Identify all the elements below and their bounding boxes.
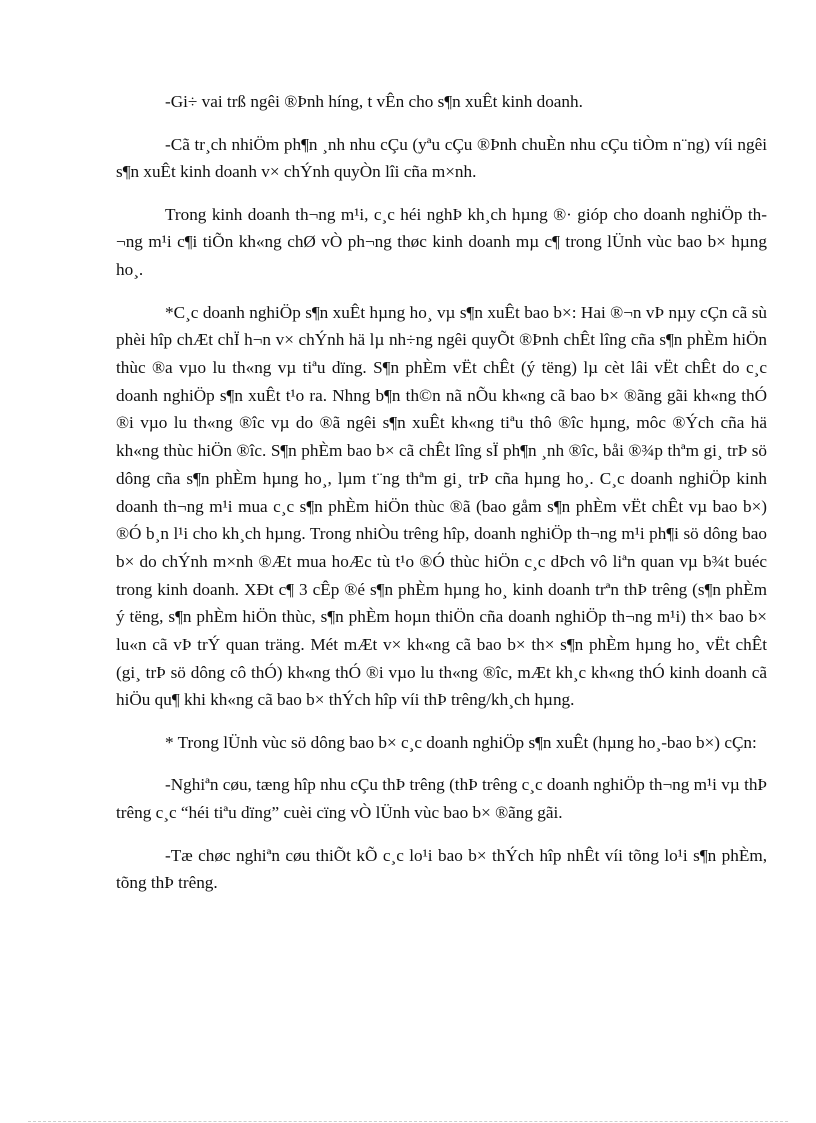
paragraph: Trong kinh doanh th¬ng m¹i, c¸c héi nghÞ kh¸ch hµng ®· gióp cho doanh nghiÖp th¬ng m¹i c¶i tiÕn kh«ng chØ vÒ ph¬ng thøc kinh doanh mµ c¶ trong lÜnh vùc bao b× hµng ho¸. bbox=[116, 204, 767, 280]
paragraph: -Gi÷ vai trß ngêi ®Þnh híng, t vÊn cho s¶n xuÊt kinh doanh. bbox=[165, 92, 583, 111]
paragraph: -Tæ chøc nghiªn cøu thiÕt kÕ c¸c lo¹i bao b× thÝch hîp nhÊt víi tõng lo¹i s¶n phÈm, tõng thÞ trêng. bbox=[116, 845, 767, 893]
document-body bbox=[116, 88, 767, 912]
paragraph: *C¸c doanh nghiÖp s¶n xuÊt hµng ho¸ vµ s¶n xuÊt bao b×: Hai ®¬n vÞ nµy cÇn cã sù phèi hîp chÆt chÏ h¬n v× chÝnh hä lµ nh÷ng ngêi quyÕt ®Þnh chÊt lîng cña s¶n phÈm hiÖn thùc ®a vµo lu th«ng vµ tiªu dïng. S¶n phÈm vËt chÊt (ý tëng) lµ cèt lâi vËt chÊt do c¸c doanh nghiÖp s¶n xuÊt t¹o ra. Nhng b¶n th©n nã nÕu kh«ng cã bao b× ®ãng gãi kh«ng thÓ ®i vµo lu th«ng ®îc vµ do ®ã ngêi s¶n xuÊt kh«ng tiªu thô ®îc hµng, môc ®Ých cña hä kh«ng thùc hiÖn ®îc. S¶n phÈm bao b× cã chÊt lîng sÏ ph¶n ¸nh ®îc, båi ®¾p thªm gi¸ trÞ sö dông cña s¶n phÈm hµng ho¸, lµm t¨ng thªm gi¸ trÞ cña hµng ho¸. C¸c doanh nghiÖp kinh doanh th¬ng m¹i mua c¸c s¶n phÈm hiÖn thùc ®ã (bao gåm s¶n phÈm vËt chÊt vµ bao b×) ®Ó b¸n l¹i cho kh¸ch hµng. Trong nhiÒu trêng hîp, doanh nghiÖp th¬ng m¹i ph¶i sö dông bao b× do chÝnh m×nh ®Æt mua hoÆc tù t¹o ®Ó thùc hiÖn c¸c dÞch vô liªn quan vµ b¾t buéc trong kinh doanh. XÐt c¶ 3 cÊp ®é s¶n phÈm hµng ho¸ kinh doanh trªn thÞ trêng (s¶n phÈm ý tëng, s¶n phÈm hiÖn thùc, s¶n phÈm hoµn thiÖn cña doanh nghiÖp th¬ng m¹i) th× bao b× lu«n cã vÞ trÝ quan träng. Mét mÆt v× kh«ng cã bao b× th× s¶n phÈm hµng ho¸ vËt chÊt (gi¸ trÞ sö dông cô thÓ) kh«ng thÓ ®i vµo lu th«ng ®îc, mÆt kh¸c kh«ng thÓ kinh doanh cã hiÖu qu¶ khi kh«ng cã bao b× thÝch hîp víi thÞ trêng/kh¸ch hµng. bbox=[116, 302, 767, 710]
paragraph: -Cã tr¸ch nhiÖm ph¶n ¸nh nhu cÇu (yªu cÇu ®Þnh chuÈn nhu cÇu tiÒm n¨ng) víi ngêi s¶n xuÊt kinh doanh v× chÝnh quyÒn lîi cña m×nh. bbox=[116, 134, 767, 182]
paragraph: * Trong lÜnh vùc sö dông bao b× c¸c doanh nghiÖp s¶n xuÊt (hµng ho¸-bao b×) cÇn: bbox=[165, 732, 757, 752]
paragraph: -Nghiªn cøu, tæng hîp nhu cÇu thÞ trêng (thÞ trêng c¸c doanh nghiÖp th¬ng m¹i vµ thÞ trêng c¸c “héi tiªu dïng” cuèi cïng vÒ lÜnh vùc bao b× ®ãng gãi. bbox=[116, 775, 767, 823]
page-bottom-rule bbox=[28, 1121, 788, 1122]
